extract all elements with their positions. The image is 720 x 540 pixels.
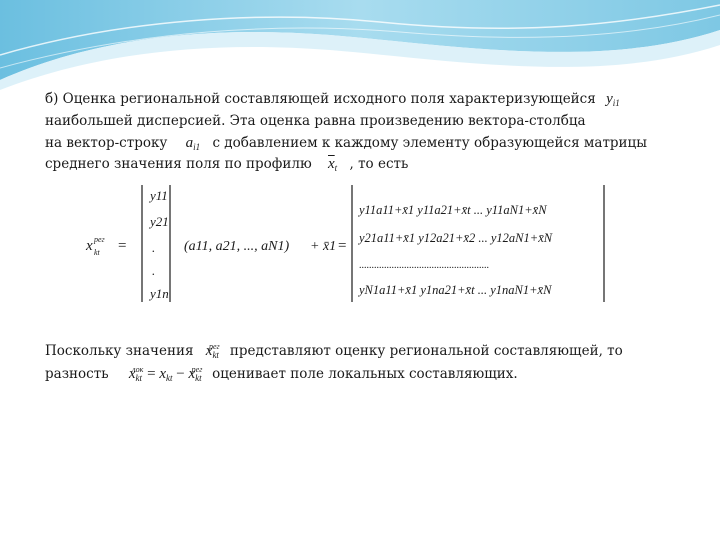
text-segment: , то есть <box>349 156 409 172</box>
math-x-mean-t: $\overline{x}_t$ <box>328 156 338 173</box>
vector-entry: y21 <box>150 214 169 229</box>
text-segment: оценивает поле локальных составляющих. <box>212 366 518 382</box>
paragraph2-line2 <box>45 360 518 388</box>
result-row: y11a11+x̄1 y11a21+x̄t ... y11aN1+x̄N <box>359 203 547 217</box>
math-a-i1: $a_{i1}$ <box>185 135 201 152</box>
svg-text:=: = <box>118 238 127 254</box>
text-segment: с добавлением к каждому элементу образующейся матрицы <box>212 135 647 151</box>
svg-text:kt: kt <box>94 248 100 257</box>
result-row: yN1a11+x̄1 y1na21+x̄t ... y1naN1+x̄N <box>359 283 552 297</box>
row-vector: (a11, a21, ..., aN1) <box>184 239 290 254</box>
matrix-equation <box>82 180 622 305</box>
paragraph1-line4 <box>45 154 408 178</box>
svg-text:рег: рег <box>94 235 105 244</box>
result-dots-row: .................................................... <box>359 260 489 271</box>
plus-mean: + x̄1 <box>310 239 337 254</box>
header-wave-decoration <box>0 0 720 90</box>
text-segment: представляют оценку региональной составляющей, то <box>229 343 623 359</box>
svg-text:x: x <box>86 238 93 254</box>
math-y-i1: $y_{i1}$ <box>606 91 620 108</box>
text-segment: на вектор-строку <box>45 135 168 151</box>
paragraph1-line2: наибольшей дисперсией. Эта оценка равна произведению вектора-столбца <box>45 113 586 129</box>
text-segment: среднего значения поля по профилю <box>45 156 312 172</box>
math-difference: $x_{kt}^{лок} = x_{kt} - x_{kt}^{рег}$ <box>128 365 203 383</box>
text-segment: разность <box>45 366 109 382</box>
vector-entry: . <box>152 263 156 278</box>
text-segment: Поскольку значения <box>45 343 194 359</box>
text-segment: б) Оценка региональной составляющей исходного поля характеризующейся <box>45 91 596 107</box>
paragraph1-line1 <box>45 89 620 113</box>
vector-entry: . <box>152 240 156 255</box>
math-x-reg: $x_{kt}^{рег}$ <box>205 342 220 360</box>
vector-entry: y11 <box>150 188 168 203</box>
equals-sign: = <box>338 238 347 254</box>
vector-entry: y1n <box>150 286 169 301</box>
result-row: y21a11+x̄1 y12a21+x̄2 ... y12aN1+x̄N <box>359 231 553 245</box>
